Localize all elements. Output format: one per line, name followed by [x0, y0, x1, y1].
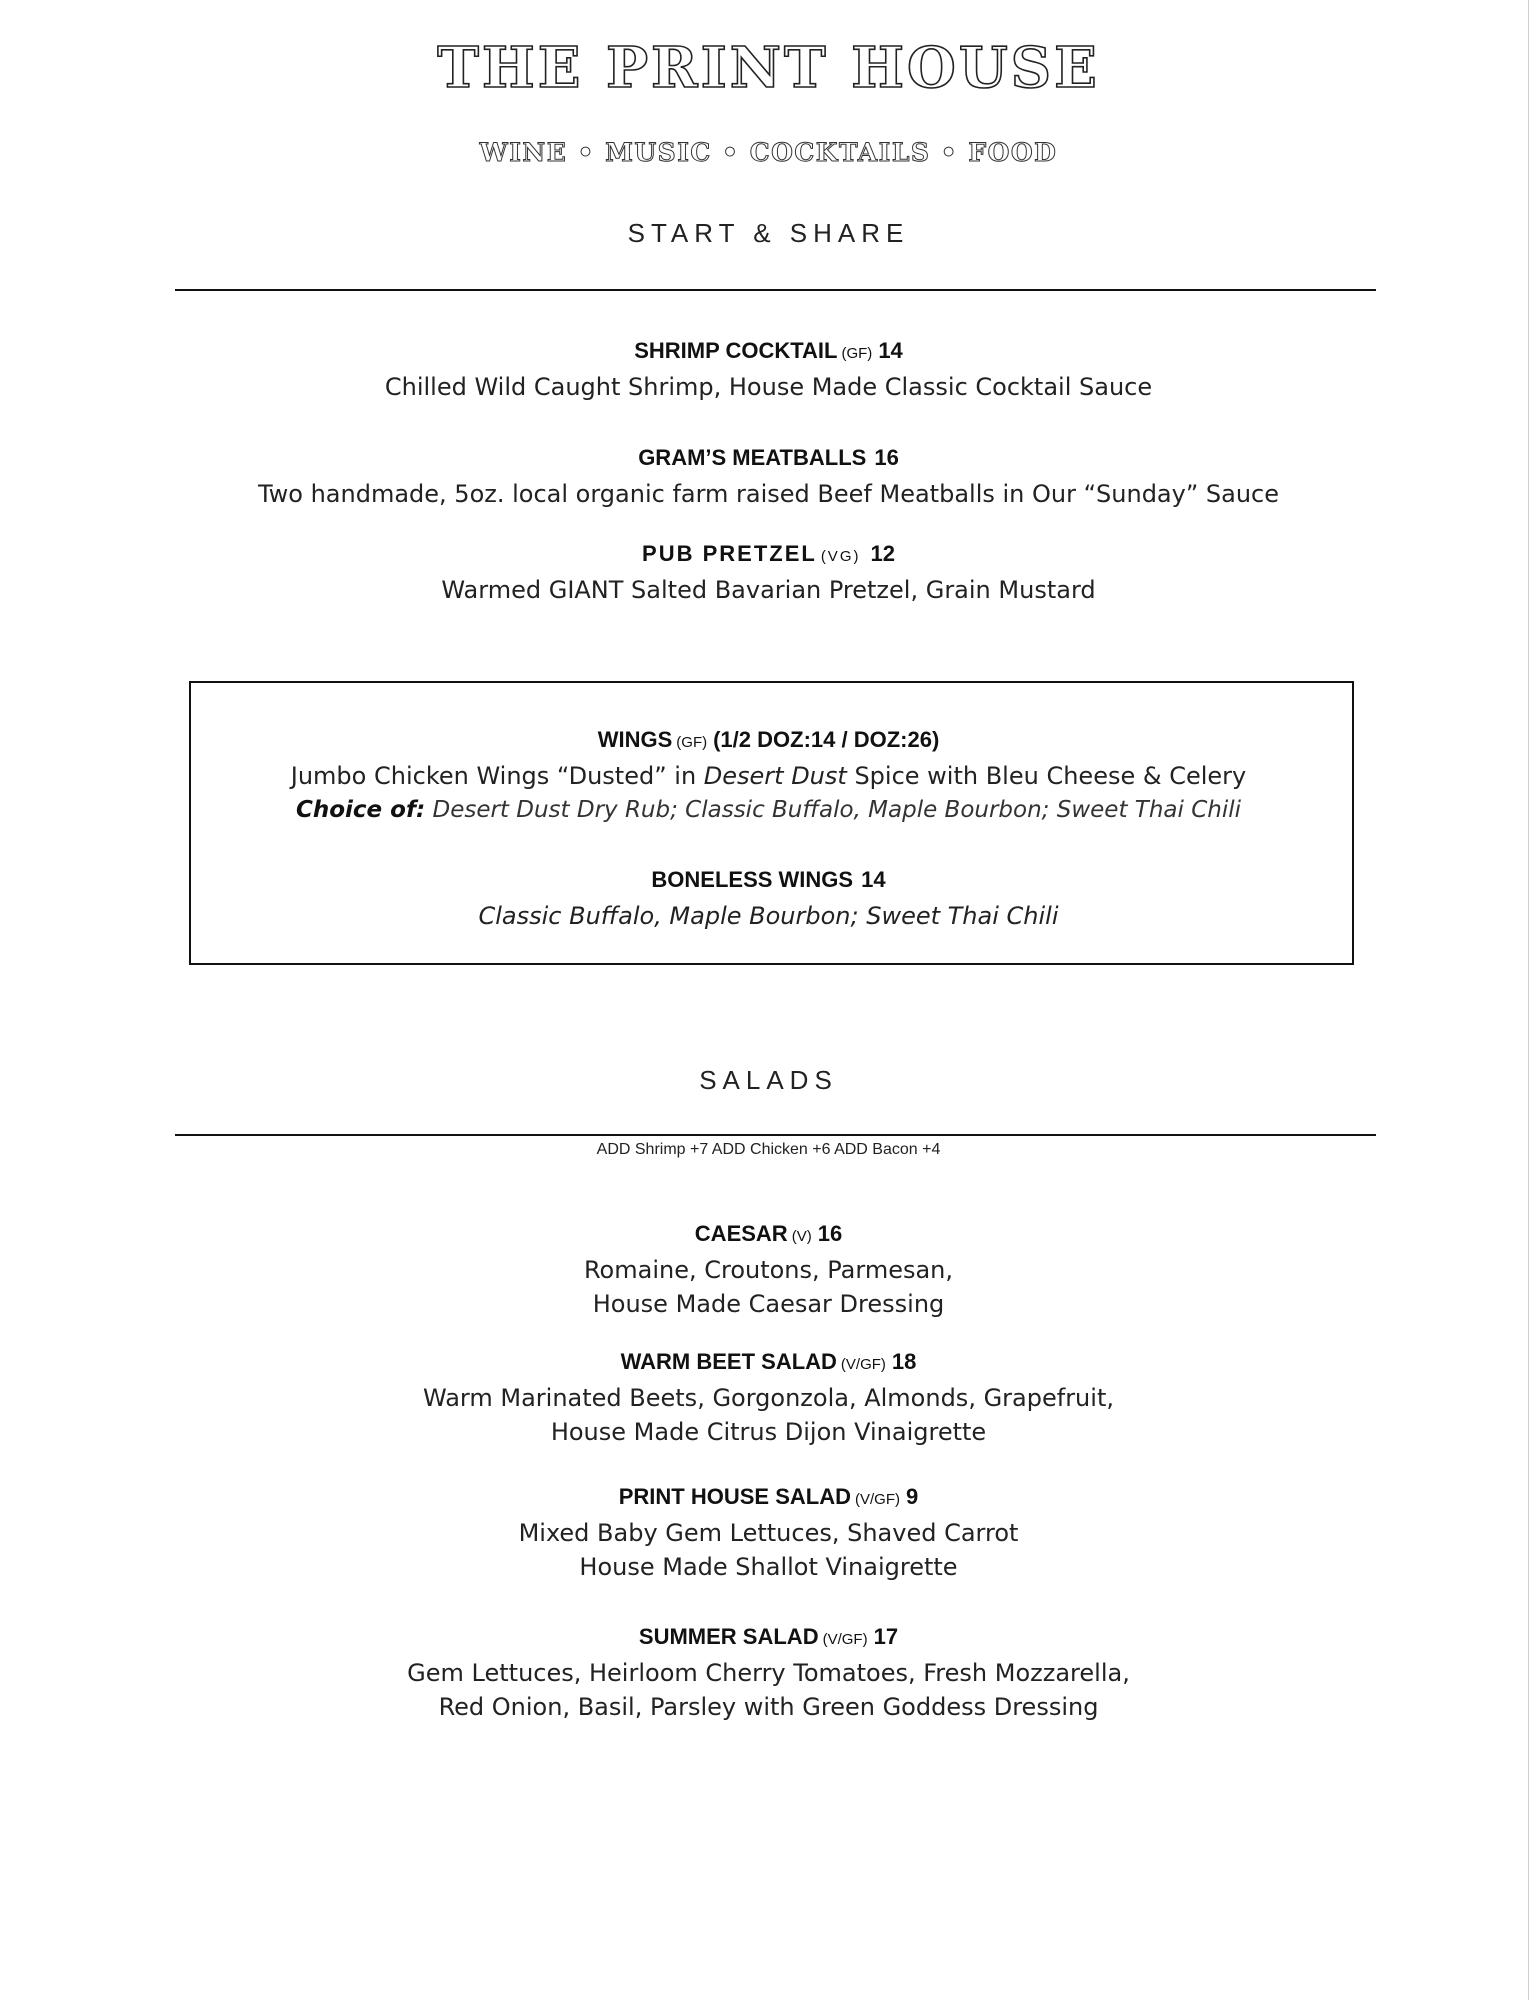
menu-item-caesar	[0, 1221, 1537, 1321]
item-description-line2: Red Onion, Basil, Parsley with Green Goddess Dressing	[438, 1693, 1099, 1721]
item-description: Classic Buffalo, Maple Bourbon; Sweet Thai Chili	[478, 902, 1059, 930]
item-name: PRINT HOUSE SALAD	[618, 1484, 851, 1509]
choice-options: Desert Dust Dry Rub; Classic Buffalo, Maple Bourbon; Sweet Thai Chili	[425, 797, 1242, 823]
item-price: 16	[874, 445, 899, 470]
item-description: Warmed GIANT Salted Bavarian Pretzel, Grain Mustard	[441, 576, 1096, 604]
wings-choice-line	[0, 793, 1537, 827]
menu-item-pub-pretzel	[0, 541, 1537, 607]
item-diet-tag: (GF)	[676, 734, 708, 751]
menu-item-boneless-wings	[0, 867, 1537, 933]
item-description: Chilled Wild Caught Shrimp, House Made Classic Cocktail Sauce	[384, 373, 1153, 401]
menu-item-shrimp-cocktail	[0, 338, 1537, 404]
item-name: SHRIMP COCKTAIL	[634, 338, 838, 363]
salad-addons: ADD Shrimp +7 ADD Chicken +6 ADD Bacon +4	[596, 1141, 941, 1158]
item-description-line1: Gem Lettuces, Heirloom Cherry Tomatoes, Fresh Mozzarella,	[407, 1659, 1130, 1687]
brand-tagline: WINE • MUSIC • COCKTAILS • FOOD	[479, 138, 1058, 167]
item-name: WARM BEET SALAD	[620, 1349, 837, 1374]
item-diet-tag: (V/GF)	[822, 1631, 868, 1648]
menu-header	[0, 35, 1537, 167]
menu-item-grams-meatballs	[0, 445, 1537, 511]
section-title-salads: SALADS	[699, 1065, 838, 1095]
desc-text: Jumbo Chicken Wings “Dusted” in	[290, 762, 704, 790]
item-diet-tag: (V/GF)	[855, 1491, 900, 1508]
item-diet-tag: (GF)	[841, 345, 873, 362]
item-name: WINGS	[597, 727, 673, 752]
section-divider-start-share	[175, 289, 1376, 291]
desc-text: Spice with Bleu Cheese & Celery	[846, 762, 1247, 790]
section-title-start-share: START & SHARE	[627, 218, 910, 248]
item-description-line1: Warm Marinated Beets, Gorgonzola, Almonds, Grapefruit,	[423, 1384, 1114, 1412]
item-price: 14	[861, 867, 886, 892]
item-diet-tag: (V/GF)	[840, 1356, 886, 1373]
item-description-line2: House Made Citrus Dijon Vinaigrette	[550, 1418, 987, 1446]
desc-emphasis: Desert Dust	[703, 762, 847, 790]
item-name: PUB PRETZEL	[642, 541, 817, 566]
item-description-line2: House Made Shallot Vinaigrette	[579, 1553, 958, 1581]
menu-item-warm-beet-salad	[0, 1349, 1537, 1449]
item-price: 17	[873, 1624, 899, 1649]
section-divider-salads	[175, 1134, 1376, 1136]
item-name: CAESAR	[694, 1221, 788, 1246]
item-description: Two handmade, 5oz. local organic farm raised Beef Meatballs in Our “Sunday” Sauce	[257, 480, 1280, 508]
item-price: 16	[817, 1221, 843, 1246]
item-price: 14	[878, 338, 903, 363]
item-description-line1: Mixed Baby Gem Lettuces, Shaved Carrot	[518, 1519, 1019, 1547]
item-description	[0, 759, 1537, 793]
menu-item-wings	[0, 727, 1537, 827]
brand-title: THE PRINT HOUSE	[437, 35, 1100, 101]
item-diet-tag: (V)	[791, 1228, 812, 1245]
item-diet-tag: (VG)	[820, 548, 861, 565]
item-description-line1: Romaine, Croutons, Parmesan,	[583, 1256, 954, 1284]
item-name: SUMMER SALAD	[638, 1624, 819, 1649]
item-price: 18	[891, 1349, 917, 1374]
item-name: BONELESS WINGS	[651, 867, 854, 892]
menu-item-summer-salad	[0, 1624, 1537, 1724]
item-name: GRAM’S MEATBALLS	[638, 445, 867, 470]
choice-label: Choice of:	[295, 797, 426, 823]
item-description-line2: House Made Caesar Dressing	[592, 1290, 945, 1318]
item-price: (1/2 DOZ:14 / DOZ:26)	[713, 727, 940, 752]
item-price: 9	[906, 1484, 919, 1509]
menu-item-print-house-salad	[0, 1484, 1537, 1584]
item-price: 12	[870, 541, 895, 566]
